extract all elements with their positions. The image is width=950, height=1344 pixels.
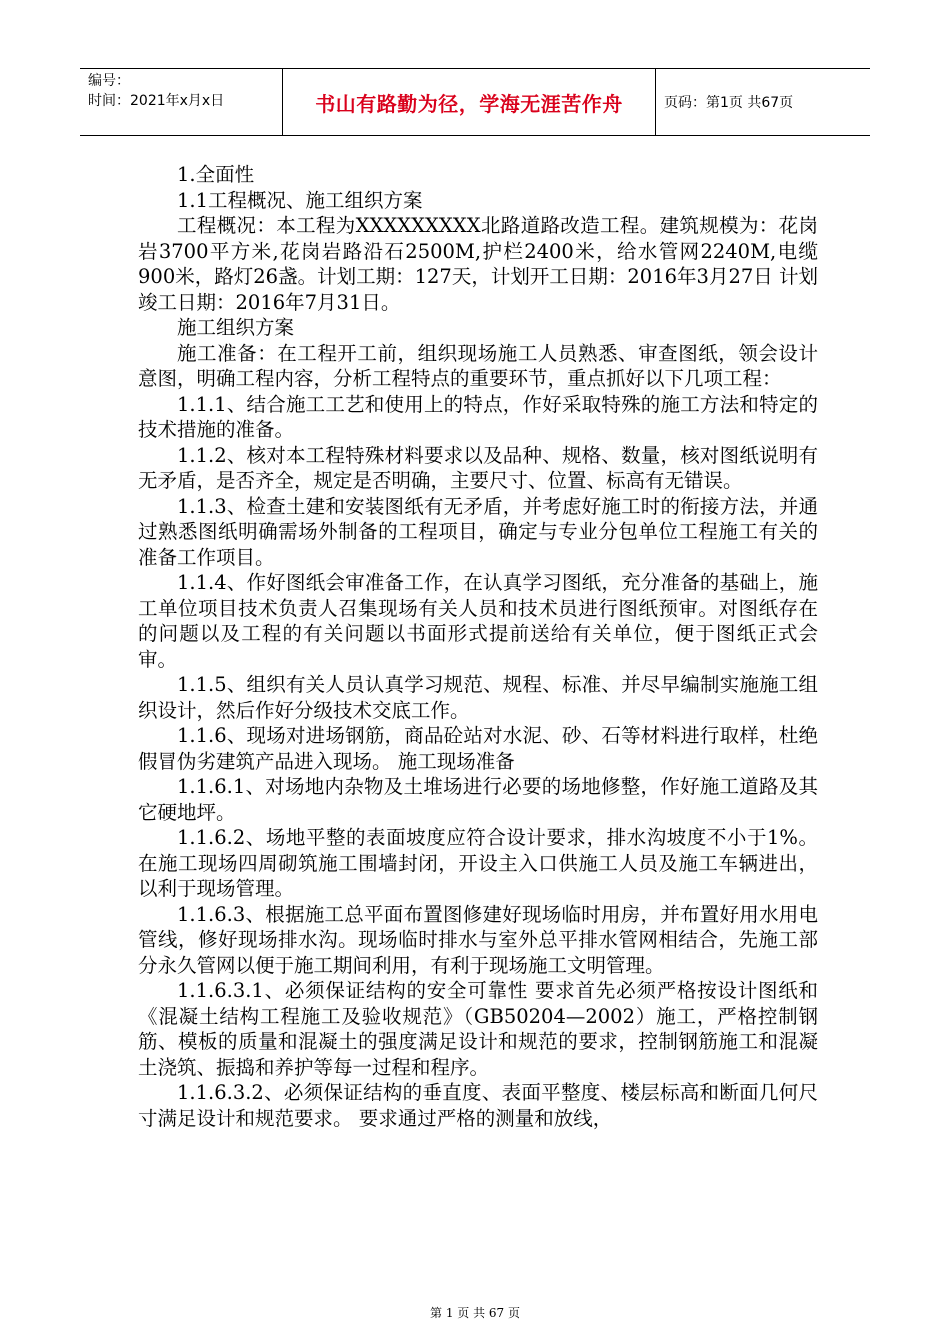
header-page-info-cell [656,69,870,135]
document-body [138,162,818,1131]
paragraph: 施工组织方案 [177,316,295,339]
paragraph: 1.1.6.3.2、必须保证结构的垂直度、表面平整度、楼层标高和断面几何尺寸满足设计和规范要求。 要求通过严格的测量和放线， [138,1081,818,1130]
paragraph: 1.1.1、结合施工工艺和使用上的特点，作好采取特殊的施工方法和特定的技术措施的准备。 [138,392,818,441]
paragraph: 1.1.5、组织有关人员认真学习规范、规程、标准、并尽早编制实施施工组织设计，然后作好分级技术交底工作。 [138,673,818,722]
paragraph: 1.1.3、检查土建和安装图纸有无矛盾，并考虑好施工时的衔接方法，并通过熟悉图纸明确需场外制备的工程项目，确定与专业分包单位工程施工有关的准备工作项目。 [138,494,818,569]
header-motto: 书山有路勤为径，学海无涯苦作舟 [315,91,623,116]
paragraph: 1.1.6.1、对场地内杂物及土堆场进行必要的场地修整，作好施工道路及其它硬地坪。 [138,775,818,824]
paragraph: 1.1.2、核对本工程特殊材料要求以及品种、规格、数量，核对图纸说明有无矛盾，是否齐全，规定是否明确，主要尺寸、位置、标高有无错误。 [138,443,818,492]
paragraph: 1.1.4、作好图纸会审准备工作，在认真学习图纸，充分准备的基础上，施工单位项目技术负责人召集现场有关人员和技术员进行图纸预审。对图纸存在的问题以及工程的有关问题以书面形式提前送给有关单位，便于图纸正式会审。 [138,571,818,671]
document-date: 时间：2021年x月x日 [88,93,225,109]
paragraph: 工程概况：本工程为XXXXXXXXX北路道路改造工程。建筑规模为：花岗岩3700平方米,花岗岩路沿石2500M,护栏2400米，给水管网2240M,电缆900米，路灯26盏。计划工期：127天，计划开工日期：2016年3月27日 计划竣工日期：2016年7月31日。 [138,214,818,314]
paragraph: 施工准备：在工程开工前，组织现场施工人员熟悉、审查图纸，领会设计意图，明确工程内容，分析工程特点的重要环节，重点抓好以下几项工程： [138,341,818,390]
header-meta [80,69,283,135]
paragraph: 1.全面性 [177,163,255,186]
page-footer: 第 1 页 共 67 页 [430,1306,520,1320]
paragraph: 1.1工程概况、施工组织方案 [177,188,423,212]
paragraph: 1.1.6.3、根据施工总平面布置图修建好现场临时用房，并布置好用水用电管线，修好现场排水沟。现场临时排水与室外总平排水管网相结合，先施工部分永久管网以便于施工期间利用，有利于现场施工文明管理。 [138,902,818,977]
paragraph: 1.1.6.3.1、必须保证结构的安全可靠性 要求首先必须严格按设计图纸和《混凝土结构工程施工及验收规范》（GB50204—2002）施工，严格控制钢筋、模板的质量和混凝土的强度满足设计和规范的要求，控制钢筋施工和混凝土浇筑、振捣和养护等每一过程和程序。 [138,979,818,1079]
header-motto-cell [283,69,656,135]
page-header [80,68,870,136]
document-code-label: 编号： [88,73,130,89]
paragraph: 1.1.6.2、场地平整的表面坡度应符合设计要求，排水沟坡度不小于1%。在施工现场四周砌筑施工围墙封闭，开设主入口供施工人员及施工车辆进出，以利于现场管理。 [138,826,818,900]
header-page-info: 页码：第1页 共67页 [664,95,794,111]
paragraph: 1.1.6、现场对进场钢筋，商品砼站对水泥、砂、石等材料进行取样，杜绝假冒伪劣建筑产品进入现场。 施工现场准备 [138,724,818,773]
